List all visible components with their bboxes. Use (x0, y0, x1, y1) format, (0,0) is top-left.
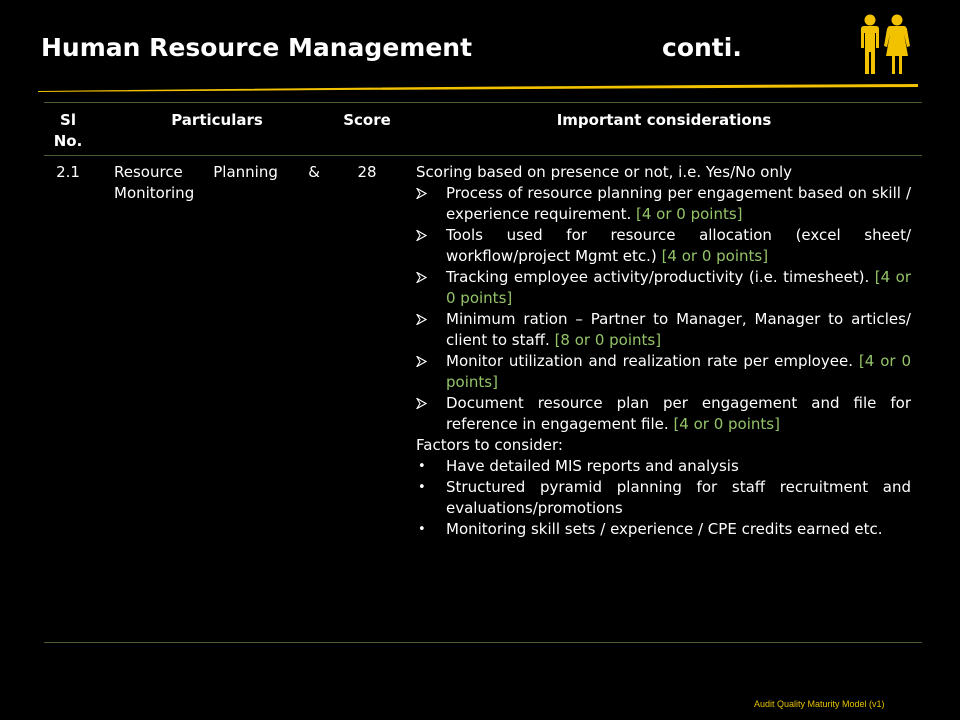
cell-considerations (416, 162, 911, 540)
criteria-item (416, 267, 911, 309)
criteria-points: [4 or 0 points] (446, 268, 911, 307)
header-considerations: Important considerations (556, 111, 772, 129)
cell-particulars (114, 162, 320, 204)
criteria-text: Document resource plan per engagement and file for reference in engagement file. (446, 394, 911, 433)
arrow-bullet-icon (416, 225, 436, 241)
criteria-item (416, 309, 911, 351)
criteria-text: Tracking employee activity/productivity (i.e. timesheet). (446, 268, 870, 286)
factors-heading: Factors to consider: (416, 436, 563, 454)
header-sl-no: Sl No. (53, 111, 83, 150)
factor-item (416, 477, 911, 519)
man-woman-icon (856, 14, 912, 76)
dot-bullet-icon: • (418, 480, 426, 495)
footer-model-name: Audit Quality Maturity Model (v1) (754, 699, 885, 709)
header-particulars: Particulars (171, 111, 263, 129)
criteria-text: Minimum ration – Partner to Manager, Manager to articles/ client to staff. (446, 310, 911, 349)
criteria-text: Tools used for resource allocation (excel sheet/ workflow/project Mgmt etc.) (446, 226, 911, 265)
particulars-line-2: Monitoring (114, 184, 195, 202)
table-top-rule (44, 102, 922, 103)
factors-list (416, 456, 911, 540)
cell-sl-no: 2.1 (56, 163, 80, 181)
arrow-bullet-icon (416, 309, 436, 325)
factor-item (416, 519, 911, 540)
criteria-points: [4 or 0 points] (446, 352, 911, 391)
criteria-text: Monitor utilization and realization rate per employee. (446, 352, 853, 370)
factor-text: Structured pyramid planning for staff recruitment and evaluations/promotions (446, 478, 911, 517)
criteria-item (416, 351, 911, 393)
particulars-line-1: Resource Planning & (114, 163, 320, 181)
title-suffix: conti. (662, 33, 742, 62)
cell-score: 28 (357, 163, 377, 181)
title-underline (38, 84, 918, 94)
criteria-item (416, 393, 911, 435)
criteria-points: [4 or 0 points] (636, 205, 743, 223)
criteria-item (416, 225, 911, 267)
arrow-bullet-icon (416, 183, 436, 199)
criteria-points: [4 or 0 points] (673, 415, 780, 433)
criteria-list (416, 183, 911, 435)
header-rule (44, 155, 922, 156)
criteria-points: [4 or 0 points] (661, 247, 769, 265)
header-score: Score (343, 111, 391, 129)
dot-bullet-icon: • (418, 459, 426, 474)
page-title: Human Resource Management (41, 33, 473, 62)
factor-text: Have detailed MIS reports and analysis (446, 457, 739, 475)
factor-text: Monitoring skill sets / experience / CPE credits earned etc. (446, 520, 883, 538)
table-bottom-rule (44, 642, 922, 643)
criteria-points: [8 or 0 points] (554, 331, 662, 349)
criteria-text: Process of resource planning per engagement based on skill / experience requirement. (446, 184, 911, 223)
criteria-item (416, 183, 911, 225)
scoring-intro: Scoring based on presence or not, i.e. Yes/No only (416, 163, 793, 181)
dot-bullet-icon: • (418, 522, 426, 537)
arrow-bullet-icon (416, 351, 436, 367)
arrow-bullet-icon (416, 267, 436, 283)
arrow-bullet-icon (416, 393, 436, 409)
factor-item (416, 456, 911, 477)
